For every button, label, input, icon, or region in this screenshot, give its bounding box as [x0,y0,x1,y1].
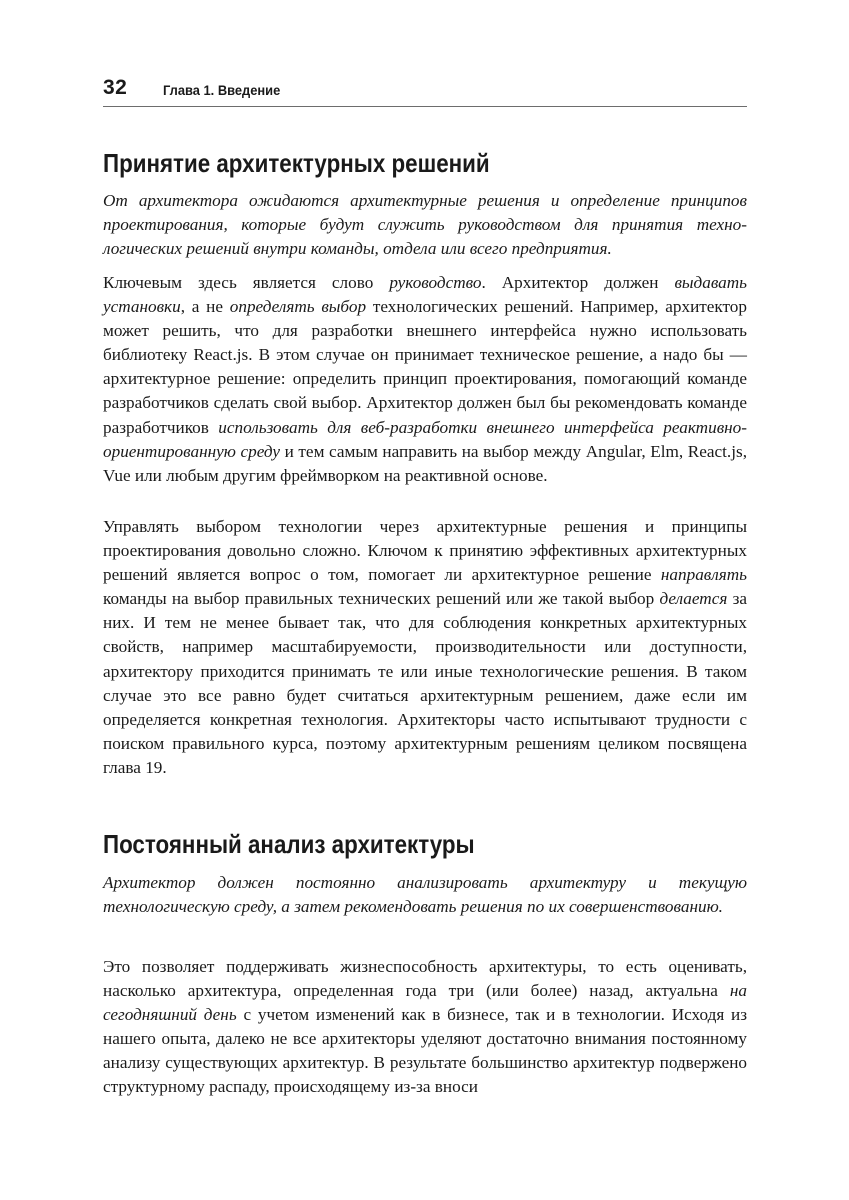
paragraph-guidance: Ключевым здесь является слово руководство. Архитектор должен выдавать установки, а не определять выбор технологических решений. Например, архитектор может решить, что для разработки внешнего интерфейса нужно использовать библиотеку React.js. В этом случае он принимает техническое решение, а надо бы — архитектурное решение: определить принцип проектирования, помогающий команде разработчиков сделать свой выбор. Архитектор должен был бы рекомендовать команде разработчиков использовать для веб-разработки внешнего интерфейса реактивно-ориентированную среду и тем самым направить на выбор между Angular, Elm, React.js, Vue или любым другим фреймворком на реактивной основе. [103,273,747,485]
paragraph-viability: Это позволяет поддерживать жизнеспособность архитектуры, то есть оценивать, насколько архитектура, определенная года три (или более) назад, актуальна на сегодняшний день с учетом изменений как в бизнесе, так и в технологии. Исходя из нашего опыта, далеко не все архитекторы уделяют достаточно внимания постоянному анализу существующих архитектур. В результате большинство архитектур подвержено структурному распаду, происходящему из-за вноси [103,957,748,1097]
section-intro-decisions: От архитектора ожидаются архитектурные решения и определение принципов проектирования, которые будут служить руководством для принятия технологических решений внутри команды, отдела или всего предприятия. [103,191,747,259]
section-heading-decisions: Принятие архитектурных решений [103,148,490,178]
page-number: 32 [103,76,128,99]
paragraph-technology-choice: Управлять выбором технологии через архитектурные решения и принципы проектирования довольно сложно. Ключом к принятию эффективных архитектурных решений является вопрос о том, помогает ли архитектурное решение направлять команды на выбор правильных технических решений или же такой выбор делается за них. И тем не менее бывает так, что для соблюдения конкретных архитектурных свойств, например масштабируемости, производительности или доступности, архитектору приходится принимать те или иные технологические решения. В таком случае это все равно будет считаться архитектурным решением, даже если им определяется конкретная технология. Архитекторы часто испытывают трудности с поиском правильного курса, поэтому архитектурным решениям целиком посвящена глава 19. [103,517,747,777]
chapter-title: Глава 1. Введение [163,82,281,98]
section-heading-analysis: Постоянный анализ архитектуры [103,829,475,859]
section-intro-analysis: Архитектор должен постоянно анализировать архитектуру и текущую технологическую среду, а затем рекомендовать решения по их совершенствованию. [103,873,747,917]
running-header [103,72,747,107]
